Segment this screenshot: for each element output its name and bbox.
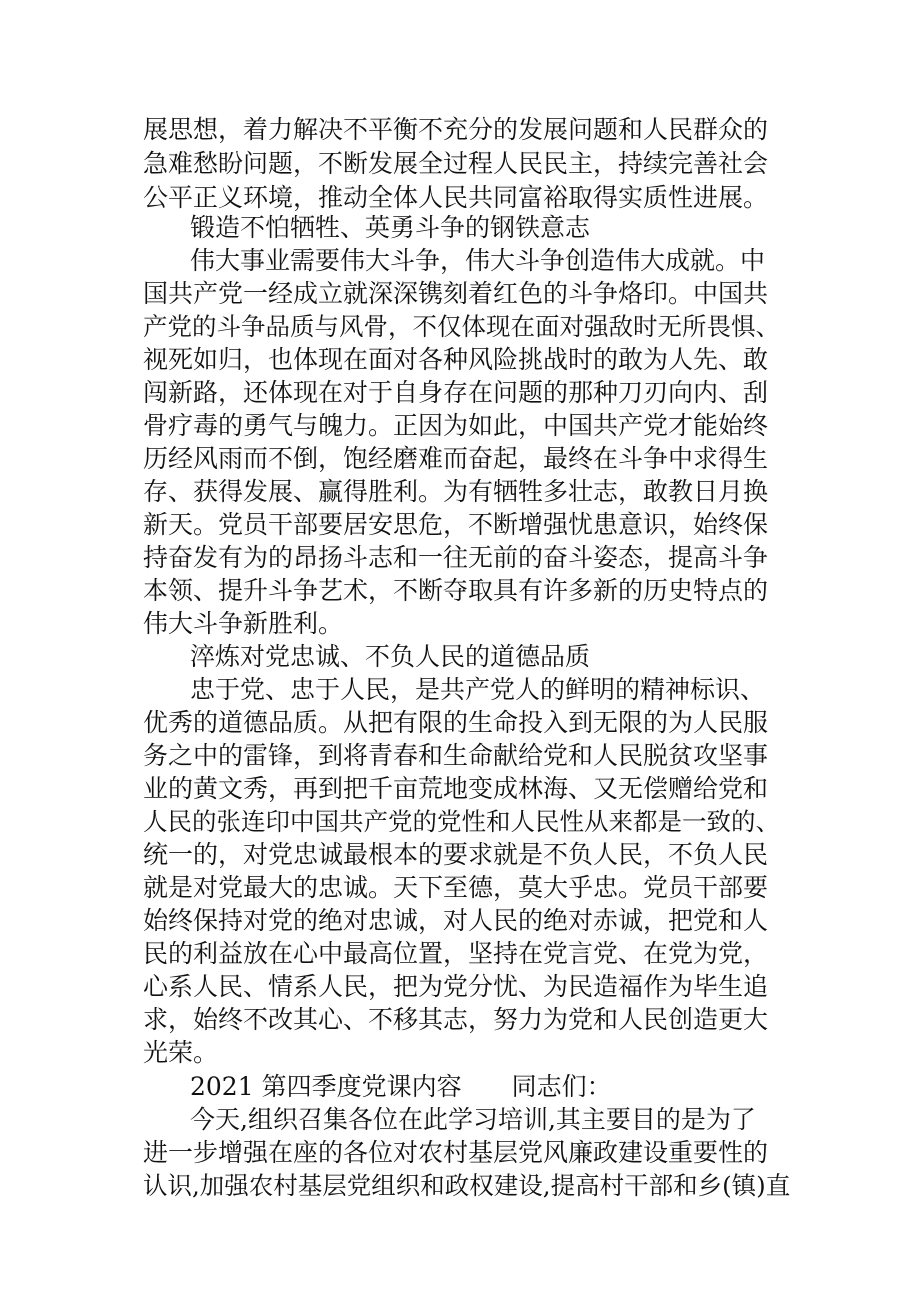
body-text-line: 本领、提升斗争艺术，不断夺取具有许多新的历史特点的 bbox=[143, 576, 769, 605]
body-text-line: 新天。党员干部要居安思危，不断增强忧患意识，始终保 bbox=[143, 510, 769, 539]
body-text-line: 存、获得发展、赢得胜利。为有牺牲多壮志，敢教日月换 bbox=[143, 477, 769, 506]
body-text-line: 国共产党一经成立就深深镌刻着红色的斗争烙印。中国共 bbox=[143, 279, 769, 308]
body-text-line: 急难愁盼问题，不断发展全过程人民民主，持续完善社会 bbox=[143, 149, 769, 178]
body-text-line: 求，始终不改其心、不移其志，努力为党和人民创造更大 bbox=[143, 1005, 769, 1034]
body-text-line: 始终保持对党的绝对忠诚，对人民的绝对赤诚，把党和人 bbox=[143, 906, 769, 935]
body-text-line: 民的利益放在心中最高位置，坚持在党言党、在党为党， bbox=[143, 939, 769, 968]
body-text-line: 今天,组织召集各位在此学习培训,其主要目的是为了 bbox=[190, 1105, 756, 1134]
body-text-line: 务之中的雷锋，到将青春和生命献给党和人民脱贫攻坚事 bbox=[143, 741, 769, 770]
body-text-line: 骨疗毒的勇气与魄力。正因为如此，中国共产党才能始终 bbox=[143, 411, 769, 440]
body-text-line: 认识,加强农村基层党组织和政权建设,提高村干部和乡(镇)直 bbox=[143, 1171, 791, 1200]
body-text-line: 历经风雨而不倒，饱经磨难而奋起，最终在斗争中求得生 bbox=[143, 444, 769, 473]
body-text-line: 人民的张连印中国共产党的党性和人民性从来都是一致的、 bbox=[143, 807, 780, 836]
section-heading: 2021 第四季度党课内容 同志们： bbox=[190, 1072, 612, 1101]
body-text-line: 优秀的道德品质。从把有限的生命投入到无限的为人民服 bbox=[143, 708, 769, 737]
body-text-line: 持奋发有为的昂扬斗志和一往无前的奋斗姿态，提高斗争 bbox=[143, 543, 769, 572]
body-text-line: 统一的，对党忠诚最根本的要求就是不负人民，不负人民 bbox=[143, 840, 769, 869]
body-text-line: 伟大斗争新胜利。 bbox=[143, 609, 344, 638]
body-text-line: 就是对党最大的忠诚。天下至德，莫大乎忠。党员干部要 bbox=[143, 873, 769, 902]
body-text-line: 视死如归，也体现在面对各种风险挑战时的敢为人先、敢 bbox=[143, 345, 769, 374]
body-text-line: 伟大事业需要伟大斗争，伟大斗争创造伟大成就。中 bbox=[190, 246, 766, 275]
body-text-line: 展思想，着力解决不平衡不充分的发展问题和人民群众的 bbox=[143, 115, 769, 144]
section-heading: 淬炼对党忠诚、不负人民的道德品质 bbox=[190, 642, 591, 671]
body-text-line: 产党的斗争品质与风骨，不仅体现在面对强敌时无所畏惧、 bbox=[143, 312, 780, 341]
body-text-line: 业的黄文秀，再到把千亩荒地变成林海、又无偿赠给党和 bbox=[143, 774, 769, 803]
body-text-line: 闯新路，还体现在对于自身存在问题的那种刀刃向内、刮 bbox=[143, 378, 769, 407]
body-text-line: 进一步增强在座的各位对农村基层党风廉政建设重要性的 bbox=[143, 1138, 769, 1167]
section-heading: 锻造不怕牺牲、英勇斗争的钢铁意志 bbox=[190, 213, 591, 242]
body-text-line: 公平正义环境，推动全体人民共同富裕取得实质性进展。 bbox=[143, 183, 769, 212]
body-text-line: 忠于党、忠于人民，是共产党人的鲜明的精神标识、 bbox=[190, 675, 766, 704]
body-text-line: 心系人民、情系人民，把为党分忧、为民造福作为毕生追 bbox=[143, 972, 769, 1001]
body-text-line: 光荣。 bbox=[143, 1038, 219, 1067]
